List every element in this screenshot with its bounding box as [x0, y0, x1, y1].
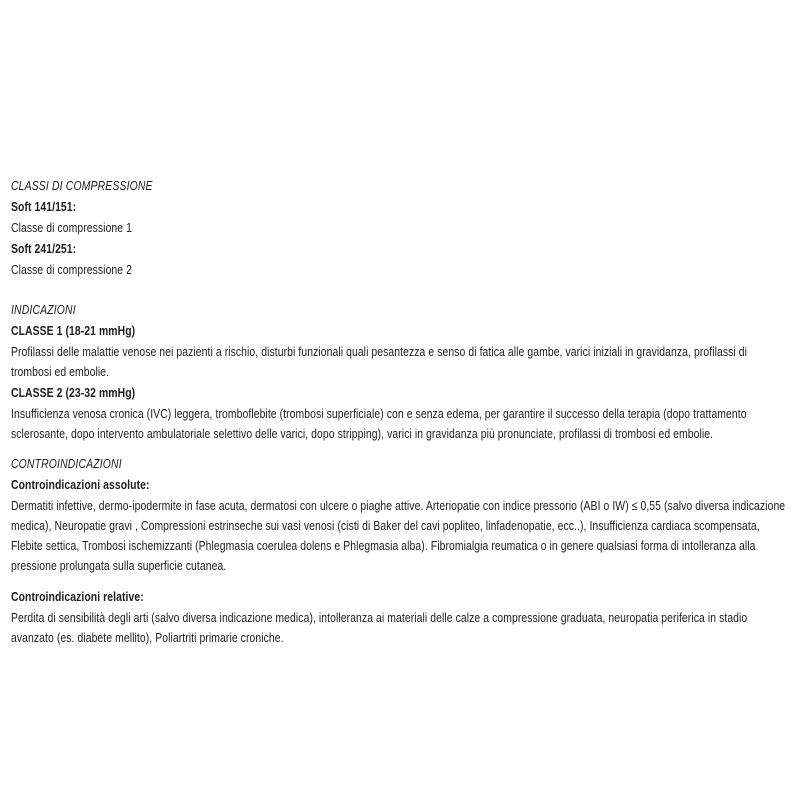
- product-info-document: [11, 176, 789, 649]
- soft-141-151-value: Classe di compressione 1: [11, 220, 132, 235]
- indications-heading: INDICAZIONI: [11, 302, 76, 317]
- contraindications-heading: CONTROINDICAZIONI: [11, 456, 122, 471]
- class1-description: Profilassi delle malattie venose nei pazienti a rischio, disturbi funzionali quali pesantezza e senso di fatica alle gambe, varici iniziali in gravidanza, profilassi di trombosi ed embolie.: [11, 344, 748, 379]
- section-contraindications: [11, 454, 789, 648]
- absolute-contraindications-description: Dermatiti infettive, dermo-ipodermite in fase acuta, dermatosi con ulcere o piaghe attive. Arteriopatie con indice pressorio (ABI o IW) ≤ 0,55 (salvo diversa indicazione medica), Neuropatie gravi , Compressioni estrinseche sui vasi venosi (cisti di Baker del cavi popliteo, linfadenopatie, ecc..), Insufficienza cardiaca scompensata, Flebite settica, Trombosi ischemizzanti (Phlegmasia coerulea dolens e Phlegmasia alba). Fibromialgia reumatica o in genere qualsiasi forma di intolleranza alla pressione prolungata sulla superficie cutanea.: [11, 498, 786, 573]
- soft-241-251-value: Classe di compressione 2: [11, 262, 132, 277]
- soft-241-251-label: Soft 241/251:: [11, 241, 77, 256]
- absolute-contraindications-title: Controindicazioni assolute:: [11, 477, 150, 492]
- section-indications: [11, 300, 789, 444]
- relative-contraindications-title: Controindicazioni relative:: [11, 589, 144, 604]
- soft-141-151-label: Soft 141/151:: [11, 199, 77, 214]
- section-compression-classes: [11, 176, 789, 280]
- class2-description: Insufficienza venosa cronica (IVC) leggera, tromboflebite (trombosi superficiale) con e senza edema, per garantire il successo della terapia (dopo trattamento sclerosante, dopo intervento ambulatoriale selettivo delle varici, dopo stripping), varici in gravidanza più pronunciate, profilassi di trombosi ed embolie.: [11, 406, 747, 441]
- compression-classes-heading: CLASSI DI COMPRESSIONE: [11, 178, 153, 193]
- class1-title: CLASSE 1 (18-21 mmHg): [11, 323, 136, 338]
- class2-title: CLASSE 2 (23-32 mmHg): [11, 385, 136, 400]
- relative-contraindications-description: Perdita di sensibilità degli arti (salvo diversa indicazione medica), intolleranza ai materiali delle calze a compressione graduata, neuropatia periferica in stadio avanzato (es. diabete mellito), Poliartriti primarie croniche.: [11, 610, 748, 645]
